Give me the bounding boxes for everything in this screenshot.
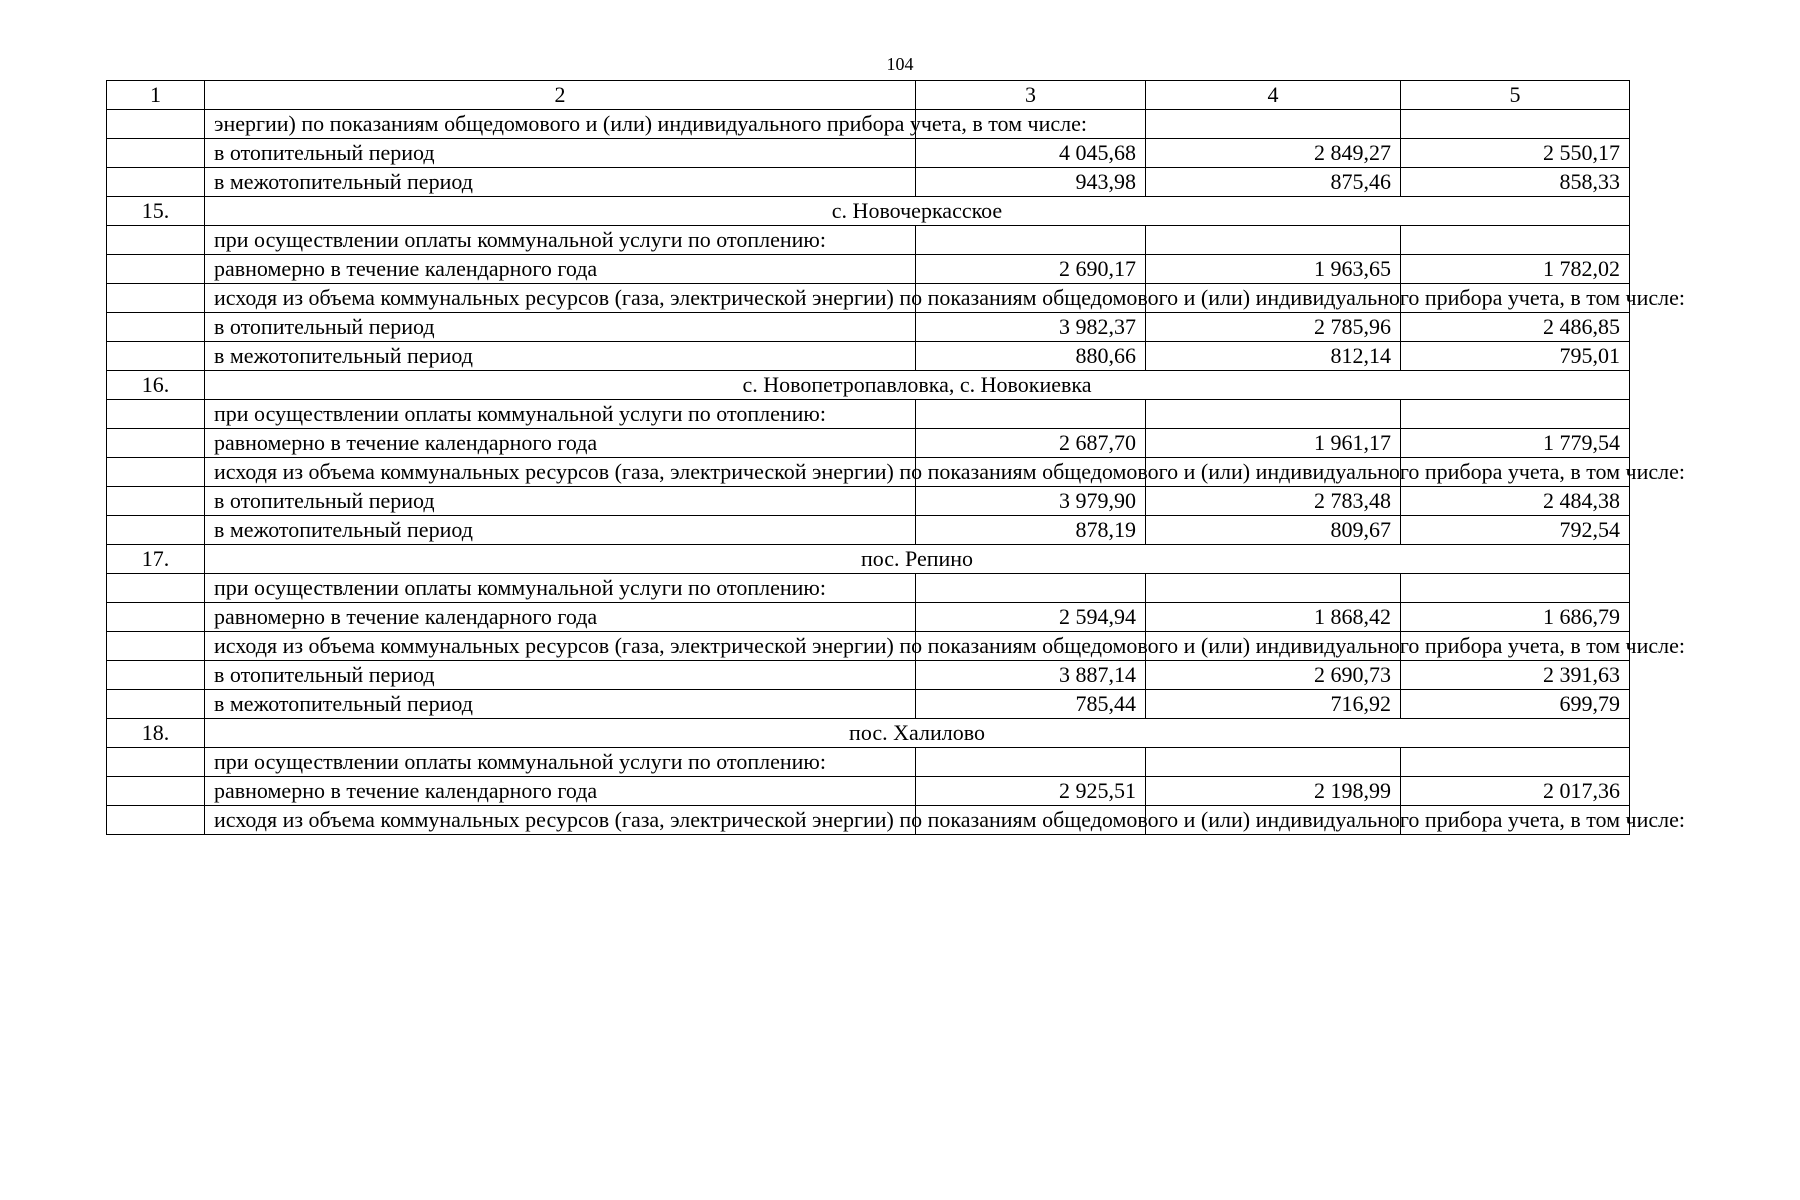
settlement-name: с. Новопетропавловка, с. Новокиевка	[205, 371, 1630, 400]
header-col-2: 2	[205, 81, 916, 110]
value-col-4: 1 868,42	[1146, 603, 1401, 632]
row-description: в межотопительный период	[205, 516, 916, 545]
table-row	[107, 226, 1630, 255]
settlement-name: с. Новочеркасское	[205, 197, 1630, 226]
value-col-3: 4 045,68	[916, 139, 1146, 168]
table-row	[107, 806, 1630, 835]
value-col-3: 3 887,14	[916, 661, 1146, 690]
value-col-3: 880,66	[916, 342, 1146, 371]
value-col-5	[1401, 574, 1630, 603]
value-col-4	[1146, 400, 1401, 429]
row-number-cell	[107, 603, 205, 632]
value-col-4: 812,14	[1146, 342, 1401, 371]
header-col-3: 3	[916, 81, 1146, 110]
value-col-5: 1 686,79	[1401, 603, 1630, 632]
value-col-3	[916, 748, 1146, 777]
section-row	[107, 545, 1630, 574]
value-col-3: 2 925,51	[916, 777, 1146, 806]
row-number-cell	[107, 690, 205, 719]
row-number-cell	[107, 284, 205, 313]
value-col-4	[1146, 226, 1401, 255]
header-col-4: 4	[1146, 81, 1401, 110]
section-number: 16.	[107, 371, 205, 400]
value-col-4: 2 198,99	[1146, 777, 1401, 806]
value-col-5: 699,79	[1401, 690, 1630, 719]
row-number-cell	[107, 110, 205, 139]
table-row	[107, 632, 1630, 661]
row-description: в межотопительный период	[205, 168, 916, 197]
value-col-4: 2 849,27	[1146, 139, 1401, 168]
value-col-5: 858,33	[1401, 168, 1630, 197]
value-col-5: 1 782,02	[1401, 255, 1630, 284]
row-number-cell	[107, 255, 205, 284]
value-col-4	[1146, 110, 1401, 139]
table-row	[107, 284, 1630, 313]
value-col-5: 795,01	[1401, 342, 1630, 371]
row-description: равномерно в течение календарного года	[205, 255, 916, 284]
row-number-cell	[107, 313, 205, 342]
table-row	[107, 574, 1630, 603]
row-description: равномерно в течение календарного года	[205, 603, 916, 632]
value-col-3: 3 982,37	[916, 313, 1146, 342]
row-number-cell	[107, 487, 205, 516]
table-row	[107, 661, 1630, 690]
row-description: исходя из объема коммунальных ресурсов (газа, электрической энергии) по показаниям общедомового и (или) индивидуального прибора учета, в том числе:	[205, 632, 916, 661]
value-col-4: 809,67	[1146, 516, 1401, 545]
row-description: исходя из объема коммунальных ресурсов (газа, электрической энергии) по показаниям общедомового и (или) индивидуального прибора учета, в том числе:	[205, 284, 916, 313]
value-col-4: 1 961,17	[1146, 429, 1401, 458]
tariff-table	[106, 80, 1686, 835]
table-row	[107, 255, 1630, 284]
table-row	[107, 313, 1630, 342]
row-description: в отопительный период	[205, 313, 916, 342]
section-row	[107, 719, 1630, 748]
table-row	[107, 400, 1630, 429]
settlement-name: пос. Халилово	[205, 719, 1630, 748]
table-row	[107, 487, 1630, 516]
value-col-4	[1146, 748, 1401, 777]
value-col-5	[1401, 226, 1630, 255]
value-col-3: 2 687,70	[916, 429, 1146, 458]
row-number-cell	[107, 661, 205, 690]
row-number-cell	[107, 806, 205, 835]
value-col-5	[1401, 110, 1630, 139]
value-col-4: 2 783,48	[1146, 487, 1401, 516]
row-number-cell	[107, 777, 205, 806]
value-col-5: 2 486,85	[1401, 313, 1630, 342]
row-number-cell	[107, 400, 205, 429]
table-header	[107, 81, 1630, 110]
table-row	[107, 110, 1630, 139]
header-row	[107, 81, 1630, 110]
value-col-3: 2 594,94	[916, 603, 1146, 632]
row-number-cell	[107, 168, 205, 197]
value-col-3: 2 690,17	[916, 255, 1146, 284]
table-row	[107, 168, 1630, 197]
value-col-4: 1 963,65	[1146, 255, 1401, 284]
row-number-cell	[107, 139, 205, 168]
row-description: равномерно в течение календарного года	[205, 429, 916, 458]
row-number-cell	[107, 458, 205, 487]
row-description: при осуществлении оплаты коммунальной услуги по отоплению:	[205, 748, 916, 777]
header-col-5: 5	[1401, 81, 1630, 110]
row-description: в отопительный период	[205, 487, 916, 516]
table-row	[107, 342, 1630, 371]
row-description: в межотопительный период	[205, 690, 916, 719]
table-row	[107, 458, 1630, 487]
value-col-5: 792,54	[1401, 516, 1630, 545]
section-number: 15.	[107, 197, 205, 226]
value-col-4: 875,46	[1146, 168, 1401, 197]
table-row	[107, 516, 1630, 545]
table-row	[107, 777, 1630, 806]
section-number: 18.	[107, 719, 205, 748]
section-row	[107, 197, 1630, 226]
table-row	[107, 139, 1630, 168]
value-col-3: 943,98	[916, 168, 1146, 197]
row-number-cell	[107, 342, 205, 371]
table-row	[107, 603, 1630, 632]
value-col-5: 2 017,36	[1401, 777, 1630, 806]
value-col-5: 1 779,54	[1401, 429, 1630, 458]
header-col-1: 1	[107, 81, 205, 110]
value-col-5	[1401, 400, 1630, 429]
value-col-4	[1146, 574, 1401, 603]
value-col-3	[916, 226, 1146, 255]
row-description: в отопительный период	[205, 139, 916, 168]
row-number-cell	[107, 574, 205, 603]
table-body	[107, 110, 1686, 835]
row-number-cell	[107, 632, 205, 661]
settlement-name: пос. Репино	[205, 545, 1630, 574]
row-description: в межотопительный период	[205, 342, 916, 371]
section-row	[107, 371, 1630, 400]
row-description: исходя из объема коммунальных ресурсов (газа, электрической энергии) по показаниям общедомового и (или) индивидуального прибора учета, в том числе:	[205, 458, 916, 487]
value-col-3: 785,44	[916, 690, 1146, 719]
row-description: при осуществлении оплаты коммунальной услуги по отоплению:	[205, 574, 916, 603]
section-number: 17.	[107, 545, 205, 574]
value-col-5: 2 550,17	[1401, 139, 1630, 168]
page-number: 104	[886, 54, 914, 74]
row-description: исходя из объема коммунальных ресурсов (газа, электрической энергии) по показаниям общедомового и (или) индивидуального прибора учета, в том числе:	[205, 806, 916, 835]
table-row	[107, 690, 1630, 719]
row-description: при осуществлении оплаты коммунальной услуги по отоплению:	[205, 400, 916, 429]
table-row	[107, 429, 1630, 458]
value-col-5	[1401, 748, 1630, 777]
value-col-3	[916, 400, 1146, 429]
row-description: при осуществлении оплаты коммунальной услуги по отоплению:	[205, 226, 916, 255]
value-col-5: 2 484,38	[1401, 487, 1630, 516]
row-description: равномерно в течение календарного года	[205, 777, 916, 806]
row-number-cell	[107, 748, 205, 777]
value-col-3: 878,19	[916, 516, 1146, 545]
row-number-cell	[107, 516, 205, 545]
table-row	[107, 748, 1630, 777]
row-number-cell	[107, 429, 205, 458]
row-number-cell	[107, 226, 205, 255]
value-col-3	[916, 574, 1146, 603]
value-col-4: 2 690,73	[1146, 661, 1401, 690]
value-col-3: 3 979,90	[916, 487, 1146, 516]
value-col-4: 2 785,96	[1146, 313, 1401, 342]
value-col-4: 716,92	[1146, 690, 1401, 719]
row-description: энергии) по показаниям общедомового и (или) индивидуального прибора учета, в том числе:	[205, 110, 916, 139]
row-description: в отопительный период	[205, 661, 916, 690]
value-col-5: 2 391,63	[1401, 661, 1630, 690]
